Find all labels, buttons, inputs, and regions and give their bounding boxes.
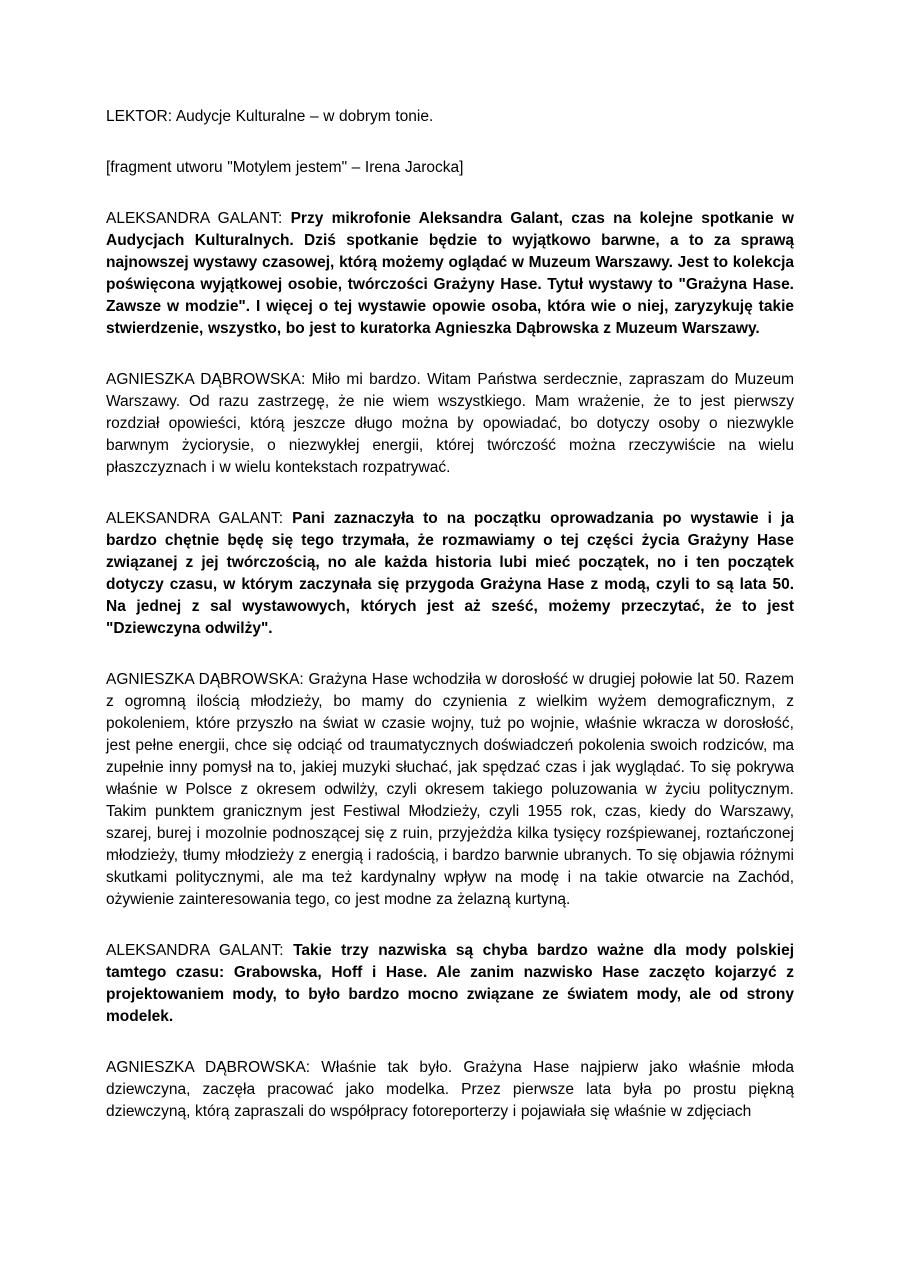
transcript-body bbox=[106, 106, 794, 1123]
paragraph-text: Miło mi bardzo. Witam Państwa serdecznie, zapraszam do Muzeum Warszawy. Od razu zastrzegę, że nie wiem wszystkiego. Mam wrażenie, że to jest pierwszy rozdział opowieści, którą jeszcze długo można by opowiadać, bo dotyczy osoby o niezwykle barwnym życiorysie, o niezwykłej energii, której twórczość można rzeczywiście na wielu płaszczyznach i w wielu kontekstach rozpatrywać. bbox=[106, 371, 794, 476]
speaker-label: ALEKSANDRA GALANT: bbox=[106, 210, 283, 227]
paragraph-text: Pani zaznaczyła to na początku oprowadzania po wystawie i ja bardzo chętnie będę się tego trzymała, że rozmawiamy o tej części życia Grażyny Hase związanej z jej twórczością, no ale każda historia lubi mieć początek, no i ten początek dotyczy czasu, w którym zaczynała się przygoda Grażyna Hase z modą, czyli to są lata 50. Na jednej z sal wystawowych, których jest aż sześć, możemy przeczytać, że to jest "Dziewczyna odwilży". bbox=[106, 510, 794, 637]
speaker-label: AGNIESZKA DĄBROWSKA: bbox=[106, 671, 304, 688]
speaker-label: AGNIESZKA DĄBROWSKA: bbox=[106, 371, 306, 388]
paragraph-dabrowska-2 bbox=[106, 669, 794, 911]
paragraph-dabrowska-3 bbox=[106, 1057, 794, 1123]
speaker-label: ALEKSANDRA GALANT: bbox=[106, 942, 284, 959]
paragraph-music-fragment bbox=[106, 157, 794, 179]
paragraph-text: Grażyna Hase wchodziła w dorosłość w drugiej połowie lat 50. Razem z ogromną ilością młodzieży, bo mamy do czynienia z wielkim wyżem demograficznym, z pokoleniem, które przyszło na świat w czasie wojny, tuż po wojnie, właśnie wkracza w dorosłość, jest pełne energii, chce się odciąć od traumatycznych doświadczeń pokolenia swoich rodziców, ma zupełnie inny pomysł na to, jakiej muzyki słuchać, jak spędzać czas i jak wyglądać. To się pokrywa właśnie w Polsce z okresem odwilży, czyli okresem takiego poluzowania w życiu politycznym. Takim punktem granicznym jest Festiwal Młodzieży, czyli 1955 rok, czas, kiedy do Warszawy, szarej, burej i mozolnie podnoszącej się z ruin, przyjeżdża kilka tysięcy rozśpiewanej, roztańczonej młodzieży, tłumy młodzieży z energią i radością, i bardzo barwnie ubranych. To się objawia różnymi skutkami politycznymi, ale ma też kardynalny wpływ na modę i na takie otwarcie na Zachód, ożywienie zainteresowania tego, co jest modne za żelazną kurtyną. bbox=[106, 671, 794, 908]
speaker-label: ALEKSANDRA GALANT: bbox=[106, 510, 284, 527]
paragraph-text: Właśnie tak było. Grażyna Hase najpierw jako właśnie młoda dziewczyna, zaczęła pracować jako modelka. Przez pierwsze lata była po prostu piękną dziewczyną, którą zapraszali do współpracy fotoreporterzy i pojawiała się właśnie w zdjęciach bbox=[106, 1059, 794, 1120]
speaker-label: LEKTOR: bbox=[106, 108, 173, 125]
speaker-label: AGNIESZKA DĄBROWSKA: bbox=[106, 1059, 311, 1076]
paragraph-text: Przy mikrofonie Aleksandra Galant, czas na kolejne spotkanie w Audycjach Kulturalnych. Dziś spotkanie będzie to wyjątkowo barwne, a to za sprawą najnowszej wystawy czasowej, którą możemy oglądać w Muzeum Warszawy. Jest to kolekcja poświęcona wyjątkowej osobie, twórczości Grażyny Hase. Tytuł wystawy to "Grażyna Hase. Zawsze w modzie". I więcej o tej wystawie opowie osoba, która wie o niej, zaryzykuję takie stwierdzenie, wszystko, bo jest to kuratorka Agnieszka Dąbrowska z Muzeum Warszawy. bbox=[106, 210, 794, 337]
paragraph-text: [fragment utworu "Motylem jestem" – Irena Jarocka] bbox=[106, 159, 464, 176]
paragraph-galant-1 bbox=[106, 208, 794, 340]
paragraph-galant-3 bbox=[106, 940, 794, 1028]
paragraph-dabrowska-1 bbox=[106, 369, 794, 479]
paragraph-text: Audycje Kulturalne – w dobrym tonie. bbox=[175, 108, 434, 125]
paragraph-galant-2 bbox=[106, 508, 794, 640]
paragraph-lektor-intro bbox=[106, 106, 794, 128]
paragraph-text: Takie trzy nazwiska są chyba bardzo ważne dla mody polskiej tamtego czasu: Grabowska, Hoff i Hase. Ale zanim nazwisko Hase zaczęto kojarzyć z projektowaniem mody, to było bardzo mocno związane ze światem mody, ale od strony modelek. bbox=[106, 942, 795, 1025]
